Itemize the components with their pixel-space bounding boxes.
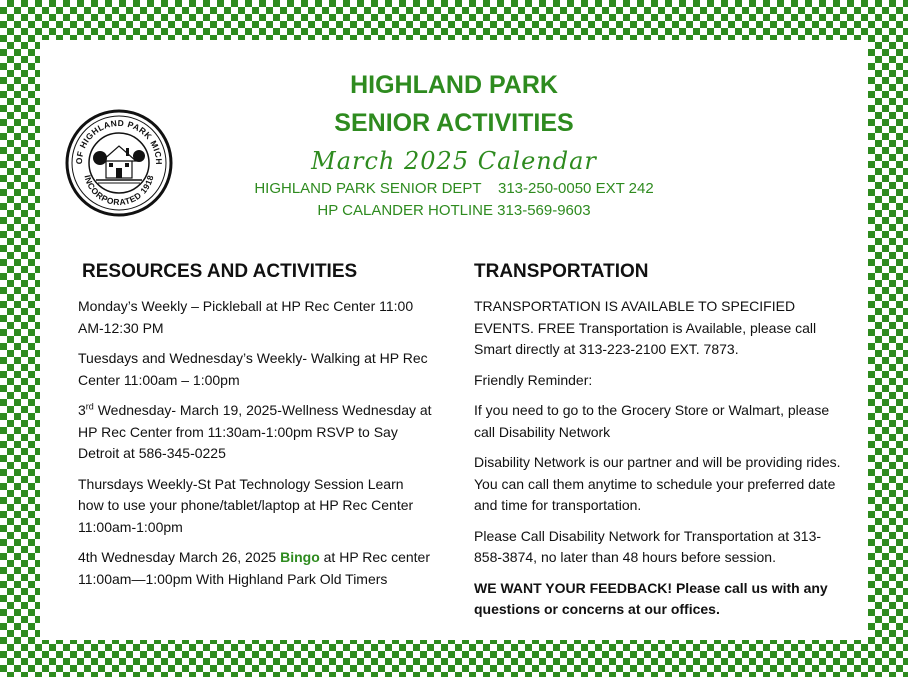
activity-pickleball: Monday’s Weekly – Pickleball at HP Rec Center 11:00 AM-12:30 PM <box>78 298 414 336</box>
activity-wellness-text: Wednesday- March 19, 2025-Wellness Wednesday at HP Rec Center from 11:30am-1:00pm RSVP to Say Detroit at 586-345-0225 <box>78 402 432 461</box>
transportation-availability: TRANSPORTATION IS AVAILABLE TO SPECIFIED EVENTS. FREE Transportation is Available, please call Smart directly at 313-223-2100 EXT. 7873. <box>474 298 817 357</box>
city-seal-icon <box>64 108 174 218</box>
feedback-request: WE WANT YOUR FEEDBACK! Please call us with any questions or concerns at our offices. <box>474 579 828 617</box>
title-line-2: SENIOR ACTIVITIES <box>334 109 574 137</box>
activity-wellness-num: 3 <box>78 402 86 418</box>
disability-network-phone: Please Call Disability Network for Transportation at 313-858-3874, no later than 48 hours before session. <box>474 527 822 565</box>
seal-top-text: OF HIGHLAND PARK MICH <box>73 117 165 166</box>
calendar-hotline: HP CALANDER HOTLINE 313-569-9603 <box>317 202 591 219</box>
activity-wellness-sup: rd <box>85 401 94 412</box>
calendar-subtitle: March 2025 Calendar <box>311 147 597 175</box>
friendly-reminder: Friendly Reminder: <box>474 371 593 388</box>
activity-bingo <box>78 547 432 590</box>
title-line-1: HIGHLAND PARK <box>350 71 558 99</box>
disability-network-info: Disability Network is our partner and will be providing rides. You can call them anytime to schedule your preferred date and time for transportation. <box>474 454 841 513</box>
seal-bottom-text: INCORPORATED 1918 <box>82 173 156 208</box>
resources-heading: RESOURCES AND ACTIVITIES <box>82 261 358 282</box>
senior-dept-contact: HIGHLAND PARK SENIOR DEPT 313-250-0050 EXT 242 <box>254 180 654 197</box>
bingo-highlight: Bingo <box>280 549 320 565</box>
activity-bingo-post: at HP Rec center 11:00am—1:00pm With Highland Park Old Timers <box>78 549 430 587</box>
transportation-heading: TRANSPORTATION <box>474 261 649 282</box>
activity-wellness-wednesday <box>78 400 432 465</box>
activity-bingo-pre: 4th Wednesday March 26, 2025 <box>78 549 281 565</box>
activity-walking: Tuesdays and Wednesday’s Weekly- Walking at HP Rec Center 11:00am – 1:00pm <box>78 350 428 388</box>
resources-column <box>78 258 432 599</box>
grocery-reminder: If you need to go to the Grocery Store or Walmart, please call Disability Network <box>474 402 830 440</box>
activity-technology-session: Thursdays Weekly-St Pat Technology Session Learn how to use your phone/tablet/laptop at HP Rec Center 11:00am-1:00pm <box>78 475 414 535</box>
transportation-column <box>474 258 844 630</box>
flyer-page <box>40 40 868 640</box>
